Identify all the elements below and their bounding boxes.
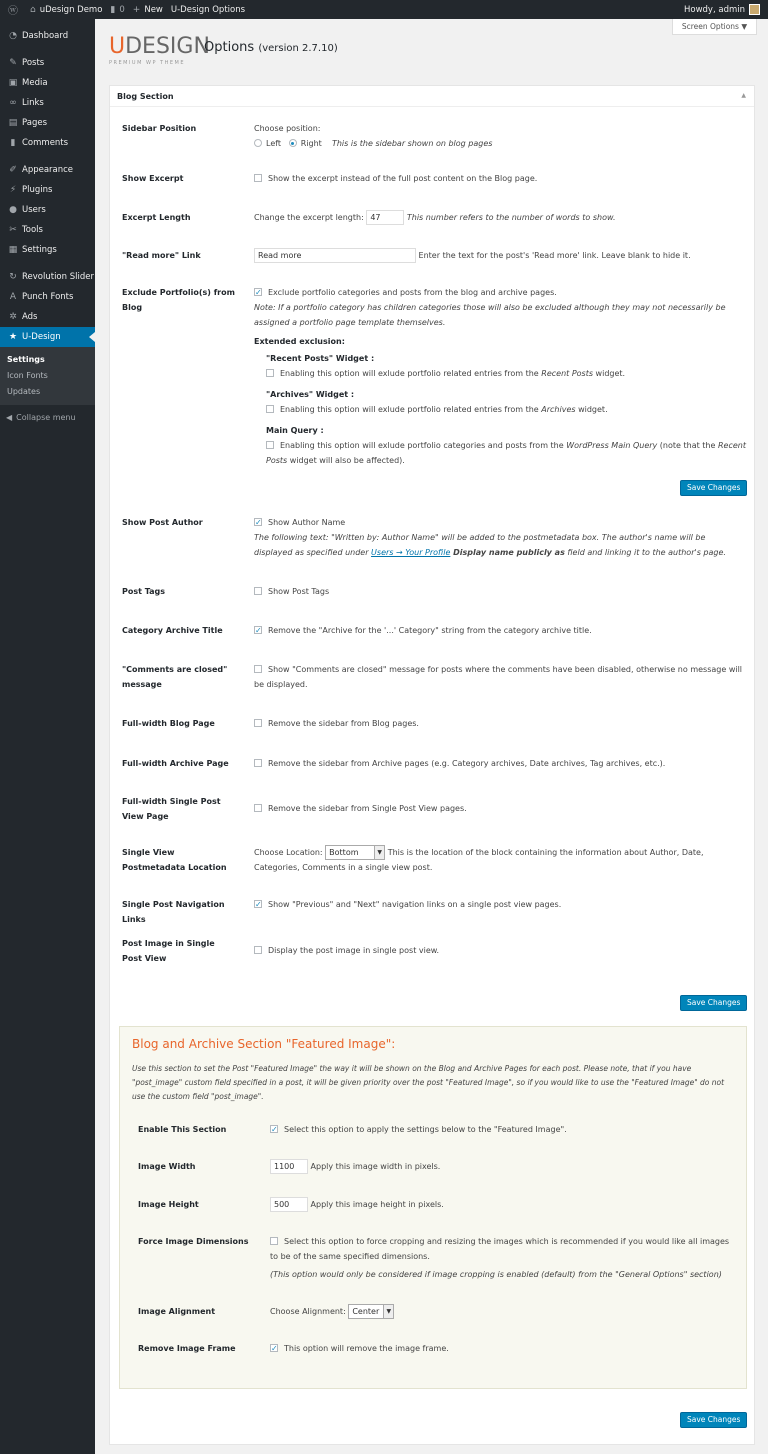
- save-changes-button-2[interactable]: Save Changes: [680, 995, 747, 1011]
- save-changes-button-3[interactable]: Save Changes: [680, 1412, 747, 1428]
- chevron-down-icon: ▼: [383, 1305, 393, 1318]
- media-icon: ▣: [8, 78, 18, 88]
- image-width-input[interactable]: 1100: [270, 1159, 308, 1174]
- udesign-logo: UDESIGN PREMIUM WP THEME: [109, 34, 210, 66]
- featured-image-section: Blog and Archive Section "Featured Image": Use this section to set the Post "Featured Image" the way it will be shown on the Blog and Archive Pages for each post. Please note, that if you have "post_image" custom field specified in a post, it will be given priority over the post "Featured Image", so if you would like to use the "Featured Image" do not use the custom field "post_image". Enable This Section ✓ Select this option to apply the settings below to the "Featured Image". Image Width 1100 Apply this image width in pixels. Image Height 500 Apply this image height in pixels. Force Image Dimensions Select this option to force cropping and resizing the images which is recommended if you would like all images to be of the same specified dimensions. (This option would only be considered if image cropping is enabled (default) from the "General Options" section) Image Alignment Choose Alignment: Center ▼ Remove Image Frame ✓ This option will remove the image frame.: [119, 1026, 747, 1389]
- exclude-portfolio-checkbox[interactable]: [254, 288, 262, 296]
- full-width-archive-checkbox[interactable]: [254, 759, 262, 767]
- udesign-options-link[interactable]: U-Design Options: [170, 4, 246, 15]
- main-query-checkbox[interactable]: [266, 441, 274, 449]
- postmeta-location-select[interactable]: Bottom ▼: [325, 845, 385, 860]
- wrench-icon: ✂: [9, 225, 17, 235]
- sidebar-item-settings[interactable]: ▦ Settings: [0, 240, 95, 260]
- force-dimensions-checkbox[interactable]: [270, 1237, 278, 1245]
- your-profile-link[interactable]: Users → Your Profile: [371, 548, 451, 557]
- collapse-menu-button[interactable]: ◀ Collapse menu: [6, 412, 76, 422]
- enable-section-checkbox[interactable]: [270, 1125, 278, 1133]
- submenu-item-icon-fonts[interactable]: Icon Fonts: [7, 370, 48, 380]
- submenu-item-settings[interactable]: Settings: [7, 354, 45, 364]
- sidebar-item-users[interactable]: ● Users: [0, 200, 95, 220]
- plus-icon: +: [132, 4, 141, 15]
- recent-posts-checkbox[interactable]: [266, 369, 274, 377]
- sidebar-item-tools[interactable]: ✂ Tools: [0, 220, 95, 240]
- radio-left[interactable]: [254, 139, 262, 147]
- home-icon: ⌂: [30, 4, 36, 15]
- refresh-icon: ↻: [9, 272, 17, 282]
- sidebar-item-ads[interactable]: ✲ Ads: [0, 307, 95, 327]
- save-changes-button-1[interactable]: Save Changes: [680, 480, 747, 496]
- remove-frame-checkbox[interactable]: [270, 1344, 278, 1352]
- gear-icon: ✲: [9, 312, 17, 322]
- comments-link[interactable]: ▮ 0: [110, 4, 125, 15]
- post-navigation-checkbox[interactable]: [254, 900, 262, 908]
- sidebar-item-links[interactable]: ∞ Links: [0, 93, 95, 113]
- sidebar-item-punch-fonts[interactable]: A Punch Fonts: [0, 287, 95, 307]
- sidebar-item-media[interactable]: ▣ Media: [0, 73, 95, 93]
- read-more-input[interactable]: Read more: [254, 248, 416, 263]
- post-image-checkbox[interactable]: [254, 946, 262, 954]
- account-menu[interactable]: Howdy, admin: [684, 0, 760, 19]
- show-excerpt-checkbox[interactable]: [254, 174, 262, 182]
- site-name-link[interactable]: ⌂ uDesign Demo: [30, 4, 103, 15]
- submenu-item-updates[interactable]: Updates: [7, 386, 41, 396]
- star-icon: ★: [8, 332, 18, 342]
- show-author-checkbox[interactable]: [254, 518, 262, 526]
- collapse-icon: ◀: [6, 412, 13, 422]
- image-alignment-select[interactable]: Center ▼: [348, 1304, 394, 1319]
- user-icon: ●: [9, 205, 17, 215]
- radio-right[interactable]: [289, 139, 297, 147]
- sidebar-item-posts[interactable]: ✎ Posts: [0, 53, 95, 73]
- page-title: Options (version 2.7.10): [204, 40, 338, 55]
- excerpt-length-input[interactable]: 47: [366, 210, 404, 225]
- sidebar-item-comments[interactable]: ▮ Comments: [0, 133, 95, 153]
- full-width-single-checkbox[interactable]: [254, 804, 262, 812]
- comments-closed-checkbox[interactable]: [254, 665, 262, 673]
- avatar: [749, 4, 760, 15]
- comment-icon: ▮: [10, 138, 16, 148]
- screen-options-button[interactable]: Screen Options ▼: [672, 19, 757, 35]
- blog-section-panel: Blog Section ▲ Sidebar Position Choose position: Left Right This is the sidebar shown on blog pages Show Excerpt Show the excerpt instead of the full post content on the Blog page. Excerpt Length Change the excerpt length: 47 This number refers to the number of words to show. "Read more" Link Read more Enter the text for the post's 'Read more' link. Leave blank to hide it. Exclude Portfolio(s) from Blog ✓Exclude portfolio categories and posts from the blog and archive pages. Note: If a portfolio category has children categories those will also be excluded although they may not necessarily be assigned a portfolio page template themselves. Extended exclusion: "Recent Posts" Widget : Enabling this option will exlude portfolio related entries from the Recent Posts widget. "Archives" Widget : Enabling this option will exlude portfolio related entries from the Archives widget. Main Query : Enabling this option will exlude portfolio categories and posts from the WordPress Main Query (note that the Recent Posts widget will also be affected). Save Changes Show Post Author ✓ Show Author Name The following text: "Written by: Author Name" will be added to the postmetadata box. The author's name will be displayed as specified under Users → Your Profile Display name publicly as field and linking it to the author's page. Post Tags Show Post Tags Category Archive Title ✓ Remove the "Archive for the '...' Category" string from the category archive title. "Comments are closed" message Show "Comments are closed" message for posts where the comments have been disabled, otherwise no message will be displayed. Full-width Blog Page Remove the sidebar from Blog pages. Full-width Archive Page Remove the sidebar from Archive pages (e.g. Category archives, Date archives, Tag archives, etc.). Full-width Single Post View Page Remove the sidebar from Single Post View pages. Single View Postmetadata Location Choose Location: Bottom ▼ This is the location of the block containing the information about Author, Date, Categories, Comments in a single view post. Single Post Navigation Links ✓Show "Previous" and "Next" navigation links on a single post view pages. Post Image in Single Post View Display the post image in single post view. Save Changes Blog and Archive Section "Featured Image": Use this section to set the Post "Featured Image" the way it will be shown on the Blog and Archive Pages for each post. Please note, that if you have "post_image" custom field specified in a post, it will be given priority over the post "Featured Image", so if you would like to use the "Featured Image" do not use the custom field "post_image". Enable This Section ✓ Select this option to apply the settings below to the "Featured Image". Image Width 1100 Apply this image width in pixels. Image Height 500 Apply this image height in pixels. Force Image Dimensions Select this option to force cropping and resizing the images which is recommended if you would like all images to be of the same specified dimensions. (This option would only be considered if image cropping is enabled (default) from the "General Options" section) Image Alignment Choose Alignment: Center ▼ Remove Image Frame ✓ This option will remove the image frame. Save Changes: [109, 85, 755, 1445]
- brush-icon: ✐: [9, 165, 17, 175]
- link-icon: ∞: [9, 98, 17, 108]
- chevron-down-icon: ▼: [374, 846, 384, 859]
- sidebar-item-revolution-slider[interactable]: ↻ Revolution Slider: [0, 267, 95, 287]
- sidebar-item-u-design[interactable]: ★ U-Design: [0, 327, 95, 347]
- wp-logo-icon[interactable]: ⓦ: [8, 6, 18, 17]
- featured-image-description: Use this section to set the Post "Featured Image" the way it will be shown on the Blog and Archive Pages for each post. Please note, that if you have "post_image" custom field specified in a post, it will be given priority over the post "Featured Image", so if you would like to use the "Featured Image" do not use the custom field "post_image".: [132, 1064, 725, 1101]
- u-design-submenu: [0, 347, 95, 405]
- featured-image-title: Blog and Archive Section "Featured Image":: [132, 1037, 396, 1051]
- sidebar-item-appearance[interactable]: ✐ Appearance: [0, 160, 95, 180]
- image-height-input[interactable]: 500: [270, 1197, 308, 1212]
- sidebar-item-plugins[interactable]: ⚡ Plugins: [0, 180, 95, 200]
- sidebar-item-dashboard[interactable]: ◔ Dashboard: [0, 26, 95, 46]
- category-title-checkbox[interactable]: [254, 626, 262, 634]
- dashboard-icon: ◔: [9, 31, 17, 41]
- comment-icon: ▮: [110, 4, 116, 15]
- collapse-arrow-icon[interactable]: ▲: [741, 92, 746, 99]
- page-icon: ▤: [8, 118, 18, 128]
- plug-icon: ⚡: [9, 185, 17, 195]
- settings-icon: ▦: [8, 245, 18, 255]
- admin-sidebar: [0, 19, 95, 1454]
- sidebar-item-pages[interactable]: ▤ Pages: [0, 113, 95, 133]
- admin-bar: [0, 0, 768, 19]
- post-tags-checkbox[interactable]: [254, 587, 262, 595]
- pin-icon: ✎: [9, 58, 17, 68]
- panel-header[interactable]: Blog Section ▲: [110, 86, 754, 107]
- new-content-link[interactable]: + New: [132, 4, 163, 15]
- font-icon: A: [9, 292, 17, 302]
- archives-checkbox[interactable]: [266, 405, 274, 413]
- full-width-blog-checkbox[interactable]: [254, 719, 262, 727]
